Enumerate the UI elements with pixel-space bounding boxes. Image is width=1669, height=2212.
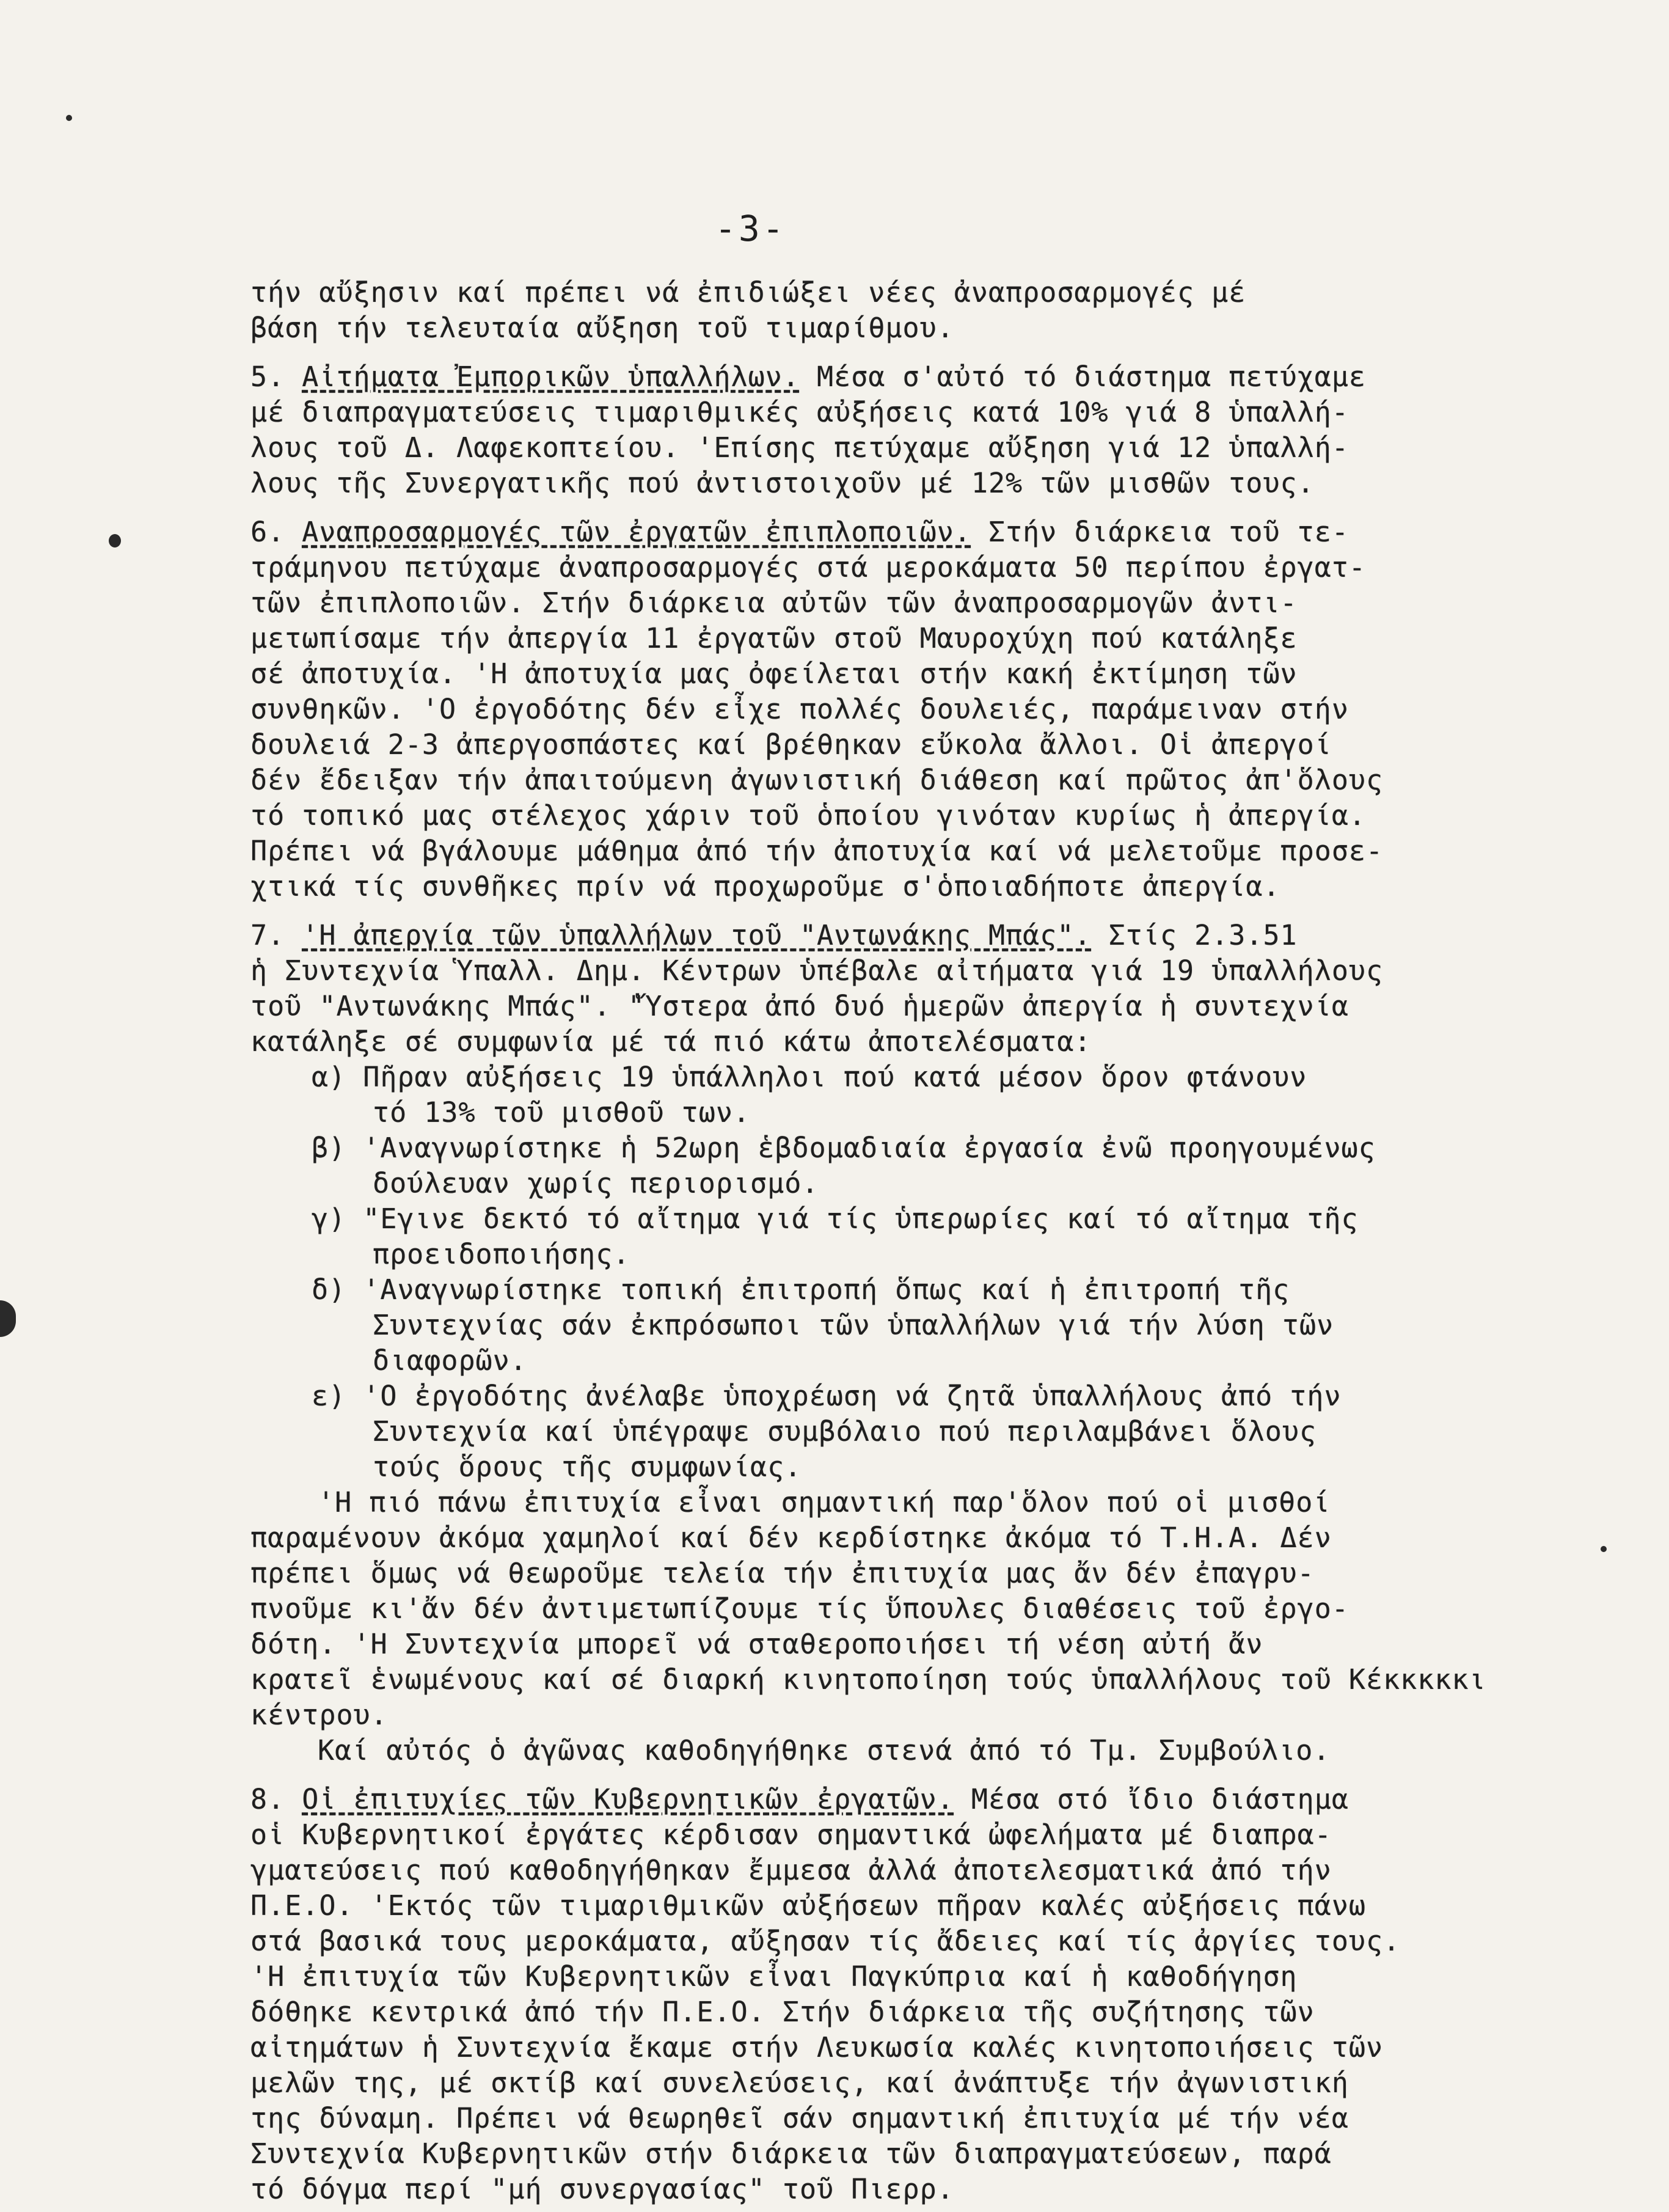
section-7: [250, 918, 1637, 1768]
text-line: βάση τήν τελευταία αὔξηση τοῦ τιμαρίθμου.: [250, 312, 954, 344]
section-title: 'Η ἀπεργία τῶν ὑπαλλήλων τοῦ "Αντωνάκης Μπάς".: [302, 919, 1092, 951]
section-number: 6.: [250, 516, 285, 548]
section-8: [250, 1782, 1637, 2207]
list-line: Συντεχνίας σάν ἐκπρόσωποι τῶν ὑπαλλήλων γιά τήν λύση τῶν: [373, 1309, 1334, 1341]
section-heading: [250, 515, 1637, 550]
text-line: Καί αὐτός ὁ ἀγῶνας καθοδηγήθηκε στενά ἀπό τό Τμ. Συμβούλιο.: [318, 1734, 1331, 1767]
scan-speck: [109, 534, 121, 548]
scan-speck: [0, 1300, 16, 1337]
text-line: λους τοῦ Δ. Λαφεκοπτείου. 'Επίσης πετύχαμε αὔξηση γιά 12 ὑπαλλή-: [250, 431, 1349, 464]
list-marker: γ): [312, 1203, 346, 1235]
list-marker: α): [312, 1061, 346, 1093]
text-line: τράμηνου πετύχαμε ἀναπροσαρμογές στά μεροκάματα 50 περίπου ἐργατ-: [250, 551, 1366, 584]
text-span: Στήν διάρκεια τοῦ τε-: [971, 516, 1349, 548]
list-line: [250, 1130, 1637, 1166]
section-6: [250, 515, 1637, 904]
text-line: γματεύσεις πού καθοδηγήθηκαν ἔμμεσα ἀλλά ἀποτελεσματικά ἀπό τήν: [250, 1854, 1332, 1886]
section-heading: [250, 918, 1637, 953]
section-number: 7.: [250, 919, 285, 951]
text-span: 'Αναγνωρίστηκε τοπική ἐπιτροπή ὅπως καί ἡ ἐπιτροπή τῆς: [363, 1273, 1290, 1306]
text-line: Συντεχνία Κυβερνητικῶν στήν διάρκεια τῶν διαπραγματεύσεων, παρά: [250, 2137, 1332, 2170]
text-line: τό τοπικό μας στέλεχος χάριν τοῦ ὁποίου γινόταν κυρίως ἡ ἀπεργία.: [250, 799, 1366, 832]
text-line: μετωπίσαμε τήν ἀπεργία 11 ἐργατῶν στοῦ Μαυροχύχη πού κατάληξε: [250, 622, 1298, 654]
text-line: λους τῆς Συνεργατικῆς πού ἀντιστοιχοῦν μέ 12% τῶν μισθῶν τους.: [250, 467, 1315, 499]
text-line: 'Η ἐπιτυχία τῶν Κυβερνητικῶν εἶναι Παγκύπρια καί ἡ καθοδήγηση: [250, 1960, 1298, 1993]
list-line: τούς ὅρους τῆς συμφωνίας.: [373, 1451, 802, 1483]
section-heading: [250, 1782, 1637, 1817]
list-line: δούλευαν χωρίς περιορισμό.: [373, 1167, 819, 1199]
list-item: [250, 1272, 1637, 1379]
section-title: Οἱ ἐπιτυχίες τῶν Κυβερνητικῶν ἐργατῶν.: [302, 1783, 954, 1815]
text-span: Πῆραν αὐξήσεις 19 ὑπάλληλοι πού κατά μέσον ὅρον φτάνουν: [363, 1061, 1307, 1093]
text-line: δότη. 'Η Συντεχνία μπορεῖ νά σταθεροποιήσει τή νέση αὐτή ἄν: [250, 1628, 1263, 1660]
text-line: δόθηκε κεντρικά ἀπό τήν Π.Ε.Ο. Στήν διάρκεια τῆς συζήτησης τῶν: [250, 1996, 1315, 2028]
text-line: τήν αὔξησιν καί πρέπει νά ἐπιδιώξει νέες ἀναπροσαρμογές μέ: [250, 276, 1246, 309]
text-line: αἰτημάτων ἡ Συντεχνία ἔκαμε στήν Λευκωσία καλές κινητοποιήσεις τῶν: [250, 2031, 1384, 2064]
section-number: 8.: [250, 1783, 285, 1815]
text-line: στά βασικά τους μεροκάματα, αὔξησαν τίς ἄδειες καί τίς ἀργίες τους.: [250, 1925, 1401, 1957]
list-line: [250, 1379, 1637, 1414]
text-line: παραμένουν ἀκόμα χαμηλοί καί δέν κερδίστηκε ἀκόμα τό Τ.Η.Α. Δέν: [250, 1522, 1332, 1554]
list-marker: β): [312, 1132, 346, 1164]
paragraph-intro: [250, 275, 1637, 346]
text-line: Π.Ε.Ο. 'Εκτός τῶν τιμαριθμικῶν αὐξήσεων πῆραν καλές αὐξήσεις πάνω: [250, 1889, 1366, 1922]
text-line: τό δόγμα περί "μή συνεργασίας" τοῦ Πιερρ.: [250, 2173, 954, 2205]
text-line: 'Η πιό πάνω ἐπιτυχία εἶναι σημαντική παρ'ὅλον πού οἱ μισθοί: [318, 1486, 1331, 1518]
text-span: Μέσα σ'αὐτό τό διάστημα πετύχαμε: [799, 361, 1367, 393]
list-line: διαφορῶν.: [373, 1344, 527, 1377]
text-line: πρέπει ὅμως νά θεωροῦμε τελεία τήν ἐπιτυχία μας ἄν δέν ἐπαγρυ-: [250, 1557, 1315, 1589]
text-line: μελῶν της, μέ σκτίβ καί συνελεύσεις, καί ἀνάπτυξε τήν ἀγωνιστική: [250, 2067, 1349, 2099]
text-line: οἱ Κυβερνητικοί ἐργάτες κέρδισαν σημαντικά ὠφελήματα μέ διαπρα-: [250, 1818, 1332, 1851]
text-line: μέ διαπραγματεύσεις τιμαριθμικές αὐξήσεις κατά 10% γιά 8 ὑπαλλή-: [250, 396, 1349, 428]
text-span: Στίς 2.3.51: [1091, 919, 1298, 951]
scan-speck: [66, 115, 72, 121]
list-marker: ε): [312, 1380, 346, 1412]
section-title: Αἰτήματα Ἐμπορικῶν ὑπαλλήλων.: [302, 361, 800, 393]
text-line: χτικά τίς συνθῆκες πρίν νά προχωροῦμε σ'ὁποιαδήποτε ἀπεργία.: [250, 870, 1280, 903]
text-line: Πρέπει νά βγάλουμε μάθημα ἀπό τήν ἀποτυχία καί νά μελετοῦμε προσε-: [250, 835, 1384, 867]
text-line: τοῦ "Αντωνάκης Μπάς". "Ὕστερα ἀπό δυό ἡμερῶν ἀπεργία ἡ συντεχνία: [250, 990, 1349, 1022]
section-heading: [250, 359, 1637, 395]
text-span: 'Ο ἐργοδότης ἀνέλαβε ὑποχρέωση νά ζητᾶ ὑπαλλήλους ἀπό τήν: [363, 1380, 1342, 1412]
list-item: [250, 1201, 1637, 1272]
text-line: πνοῦμε κι'ἄν δέν ἀντιμετωπίζουμε τίς ὕπουλες διαθέσεις τοῦ ἐργο-: [250, 1592, 1349, 1625]
list-item: [250, 1379, 1637, 1485]
section-title: Αναπροσαρμογές τῶν ἐργατῶν ἐπιπλοποιῶν.: [302, 516, 971, 548]
text-span: 'Αναγνωρίστηκε ἡ 52ωρη ἑβδομαδιαία ἐργασία ἐνῶ προηγουμένως: [363, 1132, 1376, 1164]
text-line: κρατεῖ ἑνωμένους καί σέ διαρκή κινητοποίηση τούς ὑπαλλήλους τοῦ Κέκκκκκι: [250, 1663, 1486, 1696]
list-item: [250, 1060, 1637, 1130]
list-line: [250, 1201, 1637, 1237]
page-number: -3-: [715, 208, 786, 249]
list-line: Συντεχνία καί ὑπέγραψε συμβόλαιο πού περιλαμβάνει ὅλους: [373, 1415, 1317, 1448]
text-line: κέντρου.: [250, 1699, 388, 1731]
agreement-list: [250, 1060, 1637, 1485]
list-item: [250, 1130, 1637, 1201]
text-line: τῶν ἐπιπλοποιῶν. Στήν διάρκεια αὐτῶν τῶν ἀναπροσαρμογῶν ἀντι-: [250, 587, 1298, 619]
text-span: Μέσα στό ἴδιο διάστημα: [954, 1783, 1349, 1815]
list-line: [250, 1060, 1637, 1095]
list-line: [250, 1272, 1637, 1308]
text-line: ἡ Συντεχνία Ὑπαλλ. Δημ. Κέντρων ὑπέβαλε αἰτήματα γιά 19 ὑπαλλήλους: [250, 954, 1384, 987]
document-body: [250, 275, 1637, 2207]
section-number: 5.: [250, 361, 285, 393]
text-line: της δύναμη. Πρέπει νά θεωρηθεῖ σάν σημαντική ἐπιτυχία μέ τήν νέα: [250, 2102, 1349, 2134]
text-line: δέν ἔδειξαν τήν ἀπαιτούμενη ἀγωνιστική διάθεση καί πρῶτος ἀπ'ὅλους: [250, 764, 1384, 796]
text-span: "Εγινε δεκτό τό αἴτημα γιά τίς ὑπερωρίες καί τό αἴτημα τῆς: [363, 1203, 1359, 1235]
text-line: σέ ἀποτυχία. 'Η ἀποτυχία μας ὀφείλεται στήν κακή ἐκτίμηση τῶν: [250, 657, 1298, 690]
list-line: προειδοποιήσης.: [373, 1238, 630, 1270]
list-marker: δ): [312, 1273, 346, 1306]
text-line: δουλειά 2-3 ἀπεργοσπάστες καί βρέθηκαν εὔκολα ἄλλοι. Οἱ ἀπεργοί: [250, 728, 1332, 761]
text-line: συνθηκῶν. 'Ο ἐργοδότης δέν εἶχε πολλές δουλειές, παράμειναν στήν: [250, 693, 1349, 725]
section-5: [250, 359, 1637, 501]
text-line: κατάληξε σέ συμφωνία μέ τά πιό κάτω ἀποτελέσματα:: [250, 1025, 1092, 1058]
list-line: τό 13% τοῦ μισθοῦ των.: [373, 1096, 751, 1129]
